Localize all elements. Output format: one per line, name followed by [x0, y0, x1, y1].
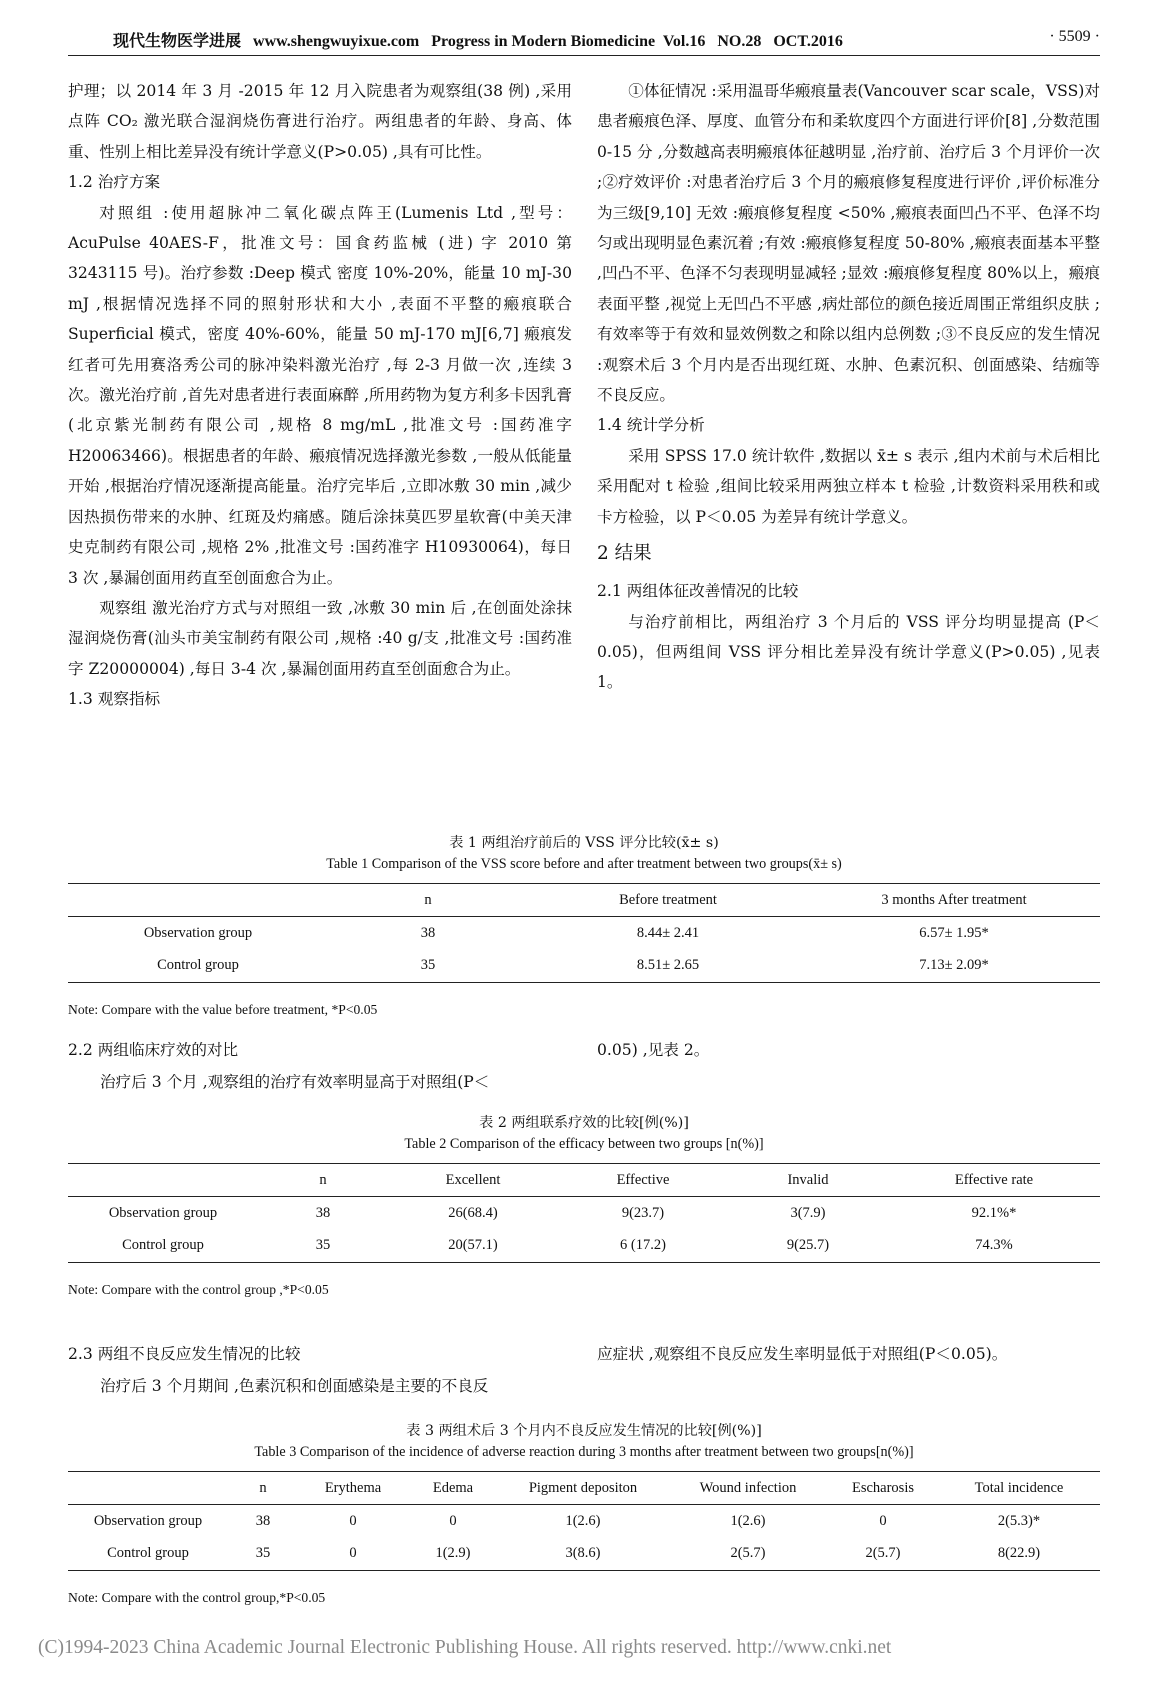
table-2-cell: 74.3%: [888, 1230, 1100, 1263]
table-row: [68, 1230, 1100, 1263]
table-2-cell: 9(23.7): [621, 1204, 665, 1221]
table-3-cell: 0: [449, 1512, 457, 1529]
journal-url: www.shengwuyixue.com: [253, 33, 420, 50]
table-2-header-excellent: Excellent: [388, 1164, 558, 1197]
table-3-cell: 2(5.7): [828, 1538, 938, 1571]
paragraph-observation-indicators: ①体征情况 :采用温哥华瘢痕量表(Vancouver scar scale，VSS)对患者瘢痕色泽、厚度、血管分布和柔软度四个方面进行评价[8] ,分数范围 0-15 分 ,分数越高表明瘢痕体征越明显 ,治疗前、治疗后 3 个月评价一次 ;②疗效评价 :对患者治疗后 3 个月的瘢痕修复程度进行评价 ,评价标准分为三级[9,10] 无效 :瘢痕修复程度 <50% ,瘢痕表面凹凸不平、色泽不均匀或出现明显色素沉着 ;有效 :瘢痕修复程度 50-80% ,瘢痕表面基本平整 ,凹凸不平、色泽不匀表现明显减轻 ;显效 :瘢痕修复程度 80%以上，瘢痕表面平整 ,视觉上无凹凸不平感 ,病灶部位的颜色接近周围正常组织皮肤 ;有效率等于有效和显效例数之和除以组内总例数 ;③不良反应的发生情况 :观察术后 3 个月内是否出现红斑、水肿、色素沉积、创面感染、结痂等不良反应。: [597, 82, 1100, 405]
table-1-cell: 7.13± 2.09*: [808, 950, 1100, 983]
table-1-caption-en: Table 1 Comparison of the VSS score before and after treatment between two groups(x̄± s): [326, 856, 842, 872]
table-2-note: Note: Compare with the control group ,*P<0.05: [68, 1282, 329, 1297]
paragraph-2-2-line2: 0.05) ,见表 2。: [597, 1041, 710, 1059]
table-row: [68, 917, 1100, 950]
table-1-header-after: 3 months After treatment: [808, 884, 1100, 917]
paragraph-control-group: 对照组 :使用超脉冲二氧化碳点阵王(Lumenis Ltd ,型号：AcuPulse 40AES-F，批准文号：国食药监械 (进) 字 2010 第 3243115 号)。治疗参数 :Deep 模式 密度 10%-20%，能量 10 mJ-30 mJ ,根据情况选择不同的照射形状和大小 ,表面不平整的瘢痕联合 Superficial 模式，密度 40%-60%，能量 50 mJ-170 mJ[6,7] 瘢痕发红者可先用赛洛秀公司的脉冲染料激光治疗 ,每 2-3 月做一次 ,连续 3 次。激光治疗前 ,首先对患者进行表面麻醉 ,所用药物为复方利多卡因乳膏(北京紫光制药有限公司 ,规格 8 mg/mL ,批准文号 :国药准字 H20063466)。根据患者的年龄、瘢痕情况选择激光参数 ,一般从低能量开始 ,根据治疗情况逐渐提高能量。治疗完毕后 ,立即冰敷 30 min ,减少因热损伤带来的水肿、红斑及灼痛感。随后涂抹莫匹罗星软膏(中美天津史克制药有限公司 ,规格 2% ,批准文号 :国药准字 H10930064)，每日 3 次 ,暴漏创面用药直至创面愈合为止。: [68, 203, 572, 587]
table-1-cell: 35: [328, 950, 528, 983]
section-heading-2: 2 结果: [597, 543, 652, 565]
table-row: [68, 1197, 1100, 1230]
paragraph-2-3-line2: 应症状 ,观察组不良反应发生率明显低于对照组(P＜0.05)。: [597, 1345, 1008, 1363]
table-3-cell: Control group: [68, 1538, 228, 1571]
table-2-caption-en: Table 2 Comparison of the efficacy between two groups [n(%)]: [404, 1136, 764, 1152]
table-1-cell: 8.51± 2.65: [528, 950, 808, 983]
table-3-caption-cn: 表 3 两组术后 3 个月内不良反应发生情况的比较[例(%)]: [406, 1423, 762, 1439]
table-3-header-n: n: [228, 1472, 298, 1505]
section-heading-1-4: 1.4 统计学分析: [597, 416, 705, 435]
table-3-cell: 3(8.6): [498, 1538, 668, 1571]
table-2-cell: 38: [315, 1204, 331, 1221]
table-3-caption-en: Table 3 Comparison of the incidence of adverse reaction during 3 months after treatment between two groups[n(%)]: [254, 1444, 914, 1460]
section-heading-2-1: 2.1 两组体征改善情况的比较: [597, 582, 799, 601]
table-2-cell: 6 (17.2): [558, 1230, 728, 1263]
table-1-cell: Control group: [68, 950, 328, 983]
table-2-header-effective: Effective: [558, 1164, 728, 1197]
page-number: · 5509 ·: [1049, 28, 1100, 45]
section-heading-1-2: 1.2 治疗方案: [68, 173, 161, 192]
paragraph-2-1: 与治疗前相比，两组治疗 3 个月后的 VSS 评分均明显提高 (P＜0.05)，但两组间 VSS 评分相比差异没有统计学意义(P>0.05) ,见表 1。: [597, 612, 1100, 692]
table-3-header-escharosis: Escharosis: [828, 1472, 938, 1505]
table-2-header-n: n: [258, 1164, 388, 1197]
table-3-header-pigment: Pigment depositon: [498, 1472, 668, 1505]
table-3-cell: 8(22.9): [938, 1538, 1100, 1571]
table-3-cell: 2(5.3)*: [997, 1512, 1041, 1529]
table-2-cell: Control group: [68, 1230, 258, 1263]
table-row: [68, 1538, 1100, 1571]
table-2-cell: 20(57.1): [388, 1230, 558, 1263]
table-1-cell: Observation group: [143, 924, 253, 941]
table-row: [68, 1505, 1100, 1538]
table-2-caption-cn: 表 2 两组联系疗效的比较[例(%)]: [479, 1115, 689, 1131]
table-3-cell: Observation group: [93, 1512, 203, 1529]
table-2-header-effective-rate: Effective rate: [888, 1164, 1100, 1197]
table-3-cell: 2(5.7): [668, 1538, 828, 1571]
table-2-cell: 26(68.4): [448, 1204, 498, 1221]
journal-volume: Vol.16: [662, 33, 706, 50]
table-1-caption-cn: 表 1 两组治疗前后的 VSS 评分比较(x̄± s): [449, 835, 719, 851]
section-heading-1-3: 1.3 观察指标: [68, 690, 161, 709]
journal-name-en: Progress in Modern Biomedicine: [431, 33, 656, 50]
table-row: [68, 950, 1100, 983]
table-3-block: [68, 1420, 1100, 1620]
table-2-header-group: [68, 1164, 258, 1197]
table-3-note: Note: Compare with the control group,*P<0.05: [68, 1590, 326, 1605]
running-header: [68, 22, 1100, 56]
table-3-header-edema: Edema: [408, 1472, 498, 1505]
paragraph-statistics: 采用 SPSS 17.0 统计软件 ,数据以 x̄± s 表示 ,组内术前与术后相比采用配对 t 检验 ,组间比较采用两独立样本 t 检验 ,计数资料采用秩和或卡方检验，以 P＜0.05 为差异有统计学意义。: [597, 446, 1100, 526]
table-2-header-invalid: Invalid: [728, 1164, 888, 1197]
table-1-header-n: n: [328, 884, 528, 917]
table-3-cell: 0: [879, 1512, 887, 1529]
table-3-cell: 1(2.6): [565, 1512, 601, 1529]
paragraph-groups-intro: 护理；以 2014 年 3 月 -2015 年 12 月入院患者为观察组(38 例) ,采用点阵 CO₂ 激光联合湿润烧伤膏进行治疗。两组患者的年龄、身高、体重、性别上相比差异没有统计学意义(P>0.05) ,具有可比性。: [68, 82, 572, 161]
table-1-header-group: [68, 884, 328, 917]
table-1: [68, 883, 1100, 983]
table-3-header-erythema: Erythema: [298, 1472, 408, 1505]
table-3-cell: 38: [255, 1512, 271, 1529]
table-3-header-group: [68, 1472, 228, 1505]
table-1-header-before: Before treatment: [528, 884, 808, 917]
table-1-cell: 8.44± 2.41: [636, 924, 700, 941]
table-3-cell: 35: [228, 1538, 298, 1571]
table-1-note: Note: Compare with the value before treatment, *P<0.05: [68, 1002, 378, 1017]
table-2-cell: 3(7.9): [790, 1204, 826, 1221]
table-3-header-total: Total incidence: [938, 1472, 1100, 1505]
table-3-header-wound-infection: Wound infection: [668, 1472, 828, 1505]
left-column: [68, 76, 572, 715]
table-3-cell: 0: [349, 1512, 357, 1529]
table-2: [68, 1163, 1100, 1263]
paragraph-2-3-line1: 治疗后 3 个月期间 ,色素沉积和创面感染是主要的不良反: [100, 1377, 489, 1395]
table-3: [68, 1471, 1100, 1571]
journal-number: NO.28: [717, 33, 762, 50]
table-2-cell: 92.1%*: [971, 1204, 1017, 1221]
table-3-cell: 0: [298, 1538, 408, 1571]
paragraph-2-2-line1: 治疗后 3 个月 ,观察组的治疗有效率明显高于对照组(P＜: [100, 1073, 490, 1091]
table-1-cell: 38: [420, 924, 436, 941]
copyright-footer: (C)1994-2023 China Academic Journal Electronic Publishing House. All rights reserved. http://www.cnki.net: [38, 1637, 892, 1658]
header-left: [113, 28, 843, 51]
section-heading-2-3: 2.3 两组不良反应发生情况的比较: [68, 1345, 301, 1363]
table-1-block: [68, 832, 1100, 1032]
section-heading-2-2: 2.2 两组临床疗效的对比: [68, 1041, 239, 1059]
table-2-cell: 35: [258, 1230, 388, 1263]
journal-date: OCT.2016: [773, 33, 843, 50]
table-2-block: [68, 1112, 1100, 1302]
table-2-cell: 9(25.7): [728, 1230, 888, 1263]
paragraph-observation-group: 观察组 激光治疗方式与对照组一致 ,冰敷 30 min 后 ,在创面处涂抹湿润烧伤膏(汕头市美宝制药有限公司 ,规格 :40 g/支 ,批准文号 :国药准字 Z20000004) ,每日 3-4 次 ,暴漏创面用药直至创面愈合为止。: [68, 598, 572, 678]
journal-name-cn: 现代生物医学进展: [113, 33, 242, 50]
table-2-cell: Observation group: [108, 1204, 218, 1221]
table-3-cell: 1(2.9): [408, 1538, 498, 1571]
right-column: [597, 76, 1100, 698]
table-1-cell: 6.57± 1.95*: [919, 924, 989, 941]
table-3-cell: 1(2.6): [730, 1512, 766, 1529]
